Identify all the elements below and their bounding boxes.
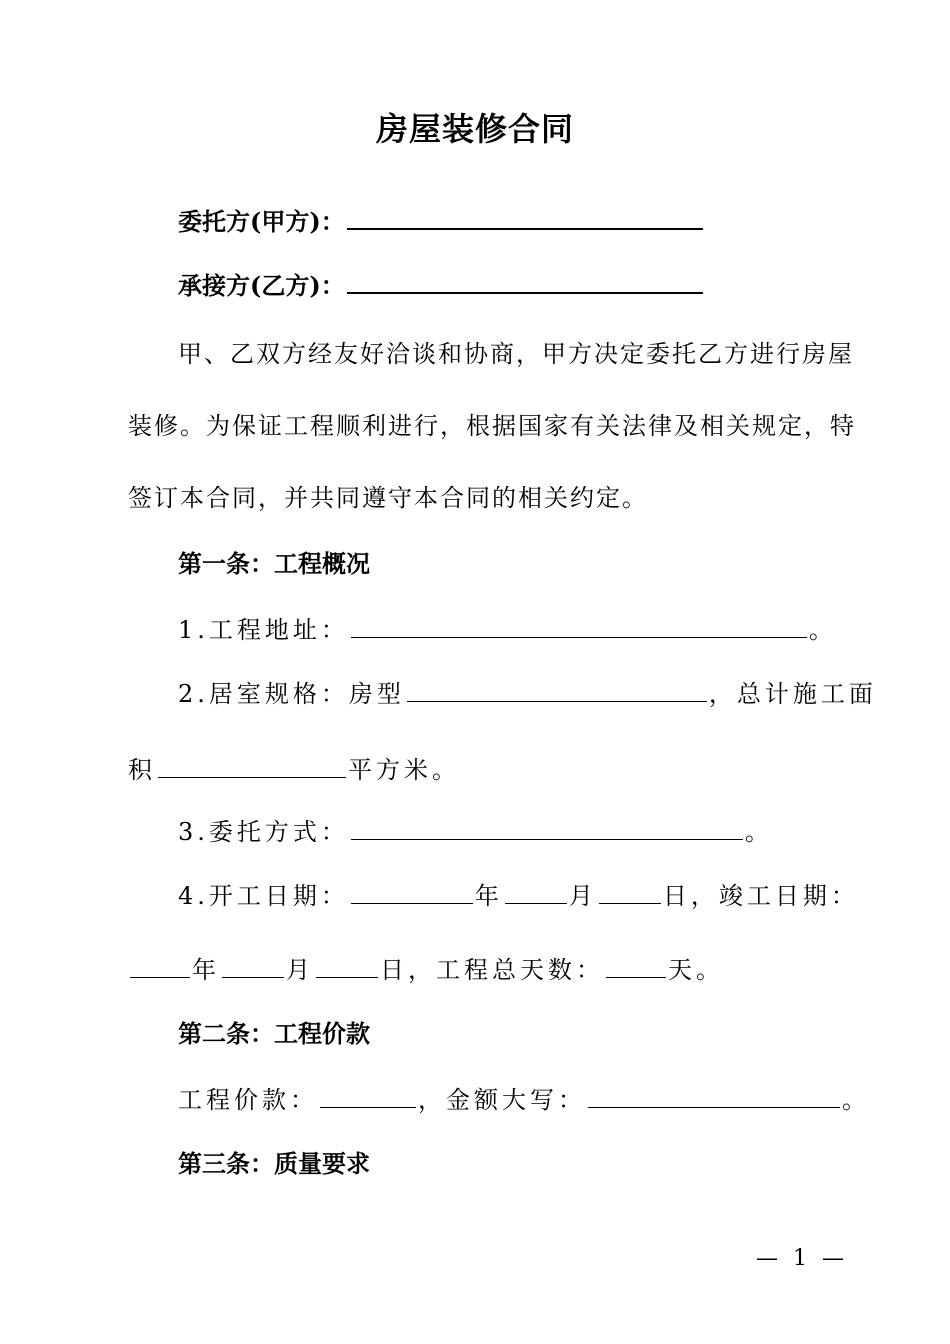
finish-year-blank[interactable]: [130, 957, 190, 978]
room-spec-label: 2.居室规格：房型: [178, 680, 405, 708]
area-head: 积: [128, 756, 156, 784]
start-date-line: [178, 878, 878, 914]
area-unit: 平方米。: [348, 756, 460, 784]
area-blank[interactable]: [158, 757, 346, 778]
project-price-line: [178, 1082, 878, 1118]
start-year-blank[interactable]: [351, 883, 473, 904]
party-a-line: [178, 204, 878, 240]
commission-method-line: [178, 814, 878, 850]
project-address-label: 1.工程地址：: [178, 616, 349, 644]
finish-year-unit: 年: [192, 956, 220, 984]
party-b-label: 承接方(乙方)：: [178, 271, 345, 300]
party-b-blank[interactable]: [347, 272, 703, 294]
article-1-heading: 第一条：工程概况: [178, 549, 370, 578]
finish-date-line: [128, 952, 828, 988]
total-days-blank[interactable]: [606, 957, 666, 978]
finish-date-label: 竣工日期：: [718, 882, 859, 910]
intro-line-1: 甲、乙双方经友好洽谈和协商，甲方决定委托乙方进行房屋: [178, 340, 854, 368]
article-2-heading: 第二条：工程价款: [178, 1019, 370, 1048]
party-a-label: 委托方(甲方)：: [178, 207, 345, 236]
finish-day-blank[interactable]: [316, 957, 378, 978]
intro-line-3: 签订本合同，并共同遵守本合同的相关约定。: [128, 484, 648, 512]
project-address-period: 。: [808, 616, 837, 644]
area-line: [128, 752, 828, 788]
total-days-unit: 天。: [668, 956, 724, 984]
start-day-blank[interactable]: [599, 883, 661, 904]
project-address-blank[interactable]: [351, 617, 807, 638]
total-days-label: 工程总天数：: [436, 956, 604, 984]
start-day-unit: 日，: [662, 882, 719, 910]
start-year-unit: 年: [474, 882, 503, 910]
article-3-heading: 第三条：质量要求: [178, 1149, 370, 1178]
room-spec-tail: ，总计施工面: [708, 680, 877, 708]
amount-words-blank[interactable]: [588, 1087, 840, 1108]
start-month-unit: 月: [568, 882, 597, 910]
finish-month-unit: 月: [286, 956, 314, 984]
commission-method-blank[interactable]: [351, 819, 743, 840]
room-spec-line: [178, 676, 878, 712]
project-price-blank[interactable]: [320, 1087, 416, 1108]
commission-method-label: 3.委托方式：: [178, 818, 349, 846]
finish-day-unit: 日，: [380, 956, 436, 984]
party-a-blank[interactable]: [347, 208, 703, 230]
party-b-line: [178, 268, 878, 304]
amount-words-label: ，金额大写：: [418, 1086, 586, 1114]
start-month-blank[interactable]: [505, 883, 567, 904]
document-title: 房屋装修合同: [375, 110, 574, 148]
project-address-line: [178, 612, 878, 648]
start-date-label: 4.开工日期：: [178, 882, 349, 910]
project-price-label: 工程价款：: [178, 1086, 318, 1114]
commission-method-period: 。: [744, 818, 773, 846]
intro-line-2: 装修。为保证工程顺利进行，根据国家有关法律及相关规定，特: [128, 412, 856, 440]
amount-words-period: 。: [842, 1086, 870, 1114]
finish-month-blank[interactable]: [222, 957, 284, 978]
page-number: — 1 —: [756, 1246, 848, 1271]
room-type-blank[interactable]: [407, 681, 707, 702]
